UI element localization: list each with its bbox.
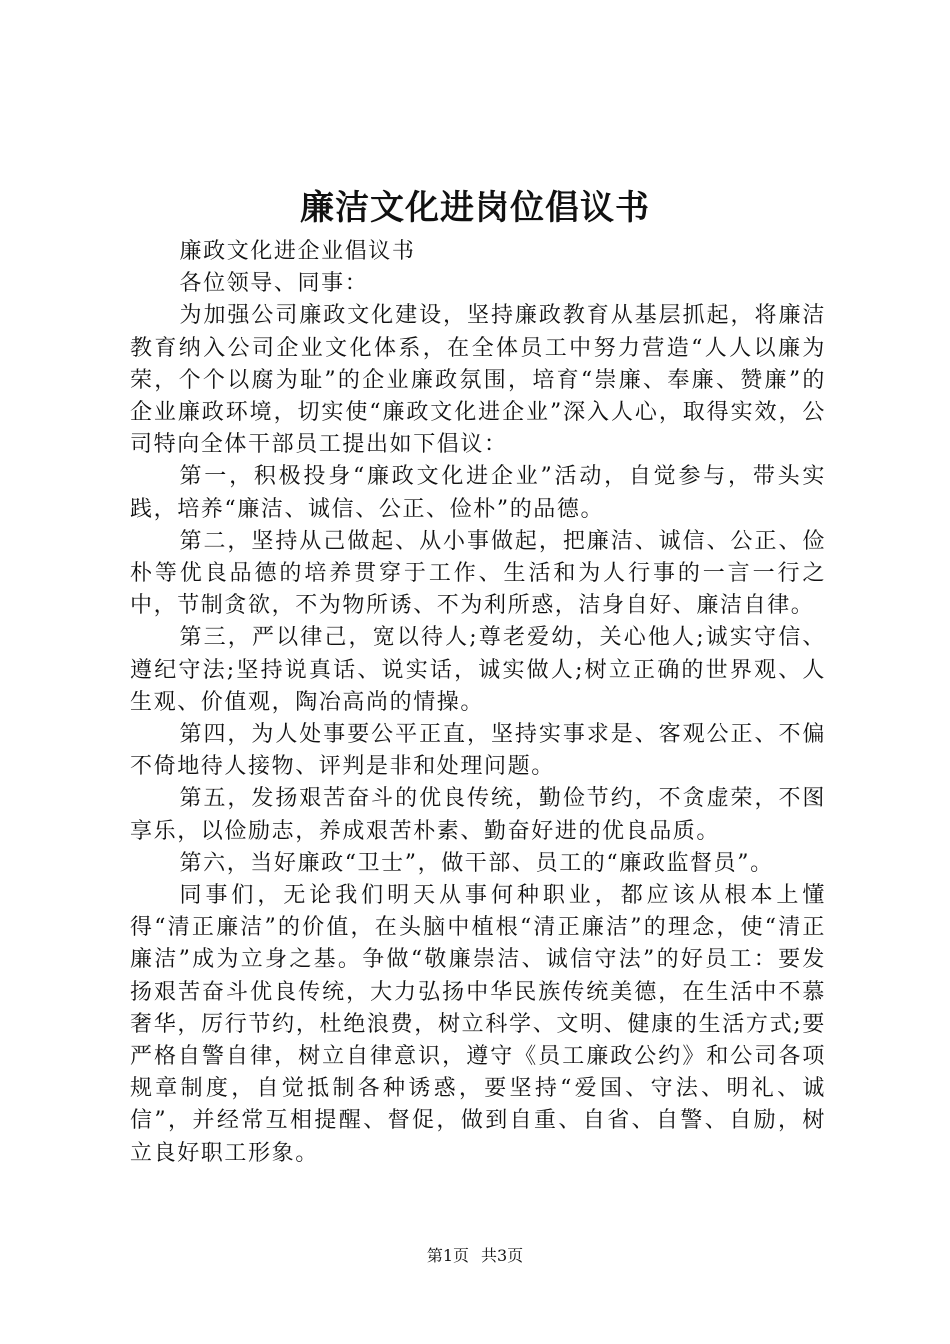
paragraph-fifth: 第五，发扬艰苦奋斗的优良传统，勤俭节约，不贪虚荣，不图享乐，以俭励志，养成艰苦朴素、勤奋好进的优良品质。: [130, 786, 826, 844]
page-number: 第1页: [426, 1246, 469, 1265]
paragraph-fourth: 第四，为人处事要公平正直，坚持实事求是、客观公正、不偏不倚地待人接物、评判是非和处理问题。: [130, 722, 826, 780]
paragraph-second: 第二，坚持从己做起、从小事做起，把廉洁、诚信、公正、俭朴等优良品德的培养贯穿于工作、生活和为人行事的一言一行之中，节制贪欲，不为物所诱、不为利所惑，洁身自好、廉洁自律。: [130, 528, 826, 619]
paragraph-first: 第一，积极投身“廉政文化进企业”活动，自觉参与，带头实践，培养“廉洁、诚信、公正、俭朴”的品德。: [130, 464, 826, 522]
paragraph-intro: 为加强公司廉政文化建设，坚持廉政教育从基层抓起，将廉洁教育纳入公司企业文化体系，在全体员工中努力营造“人人以廉为荣，个个以腐为耻”的企业廉政氛围，培育“崇廉、奉廉、赞廉”的企业廉政环境，切实使“廉政文化进企业”深入人心，取得实效，公司特向全体干部员工提出如下倡议：: [130, 303, 826, 458]
paragraph-closing: 同事们，无论我们明天从事何种职业，都应该从根本上懂得“清正廉洁”的价值，在头脑中植根“清正廉洁”的理念，使“清正廉洁”成为立身之基。争做“敬廉崇洁、诚信守法”的好员工：要发扬艰苦奋斗优良传统，大力弘扬中华民族传统美德，在生活中不慕奢华，厉行节约，杜绝浪费，树立科学、文明、健康的生活方式;要严格自警自律，树立自律意识，遵守《员工廉政公约》和公司各项规章制度，自觉抵制各种诱惑，要坚持“爱国、守法、明礼、诚信”，并经常互相提醒、督促，做到自重、自省、自警、自励，树立良好职工形象。: [130, 883, 826, 1166]
paragraph-subtitle: 廉政文化进企业倡议书: [179, 239, 416, 264]
paragraph-salutation: 各位领导、同事：: [179, 271, 369, 297]
paragraph-sixth: 第六，当好廉政“卫士”，做干部、员工的“廉政监督员”。: [179, 850, 774, 876]
document-title: 廉洁文化进岗位倡议书: [300, 188, 650, 228]
page-footer: [0, 1246, 950, 1266]
document-body: [130, 236, 826, 1170]
paragraph-third: 第三，严以律己，宽以待人;尊老爱幼，关心他人;诚实守信、遵纪守法;坚持说真话、说实话，诚实做人;树立正确的世界观、人生观、价值观，陶冶高尚的情操。: [130, 625, 826, 715]
page-total: 共3页: [481, 1246, 524, 1265]
